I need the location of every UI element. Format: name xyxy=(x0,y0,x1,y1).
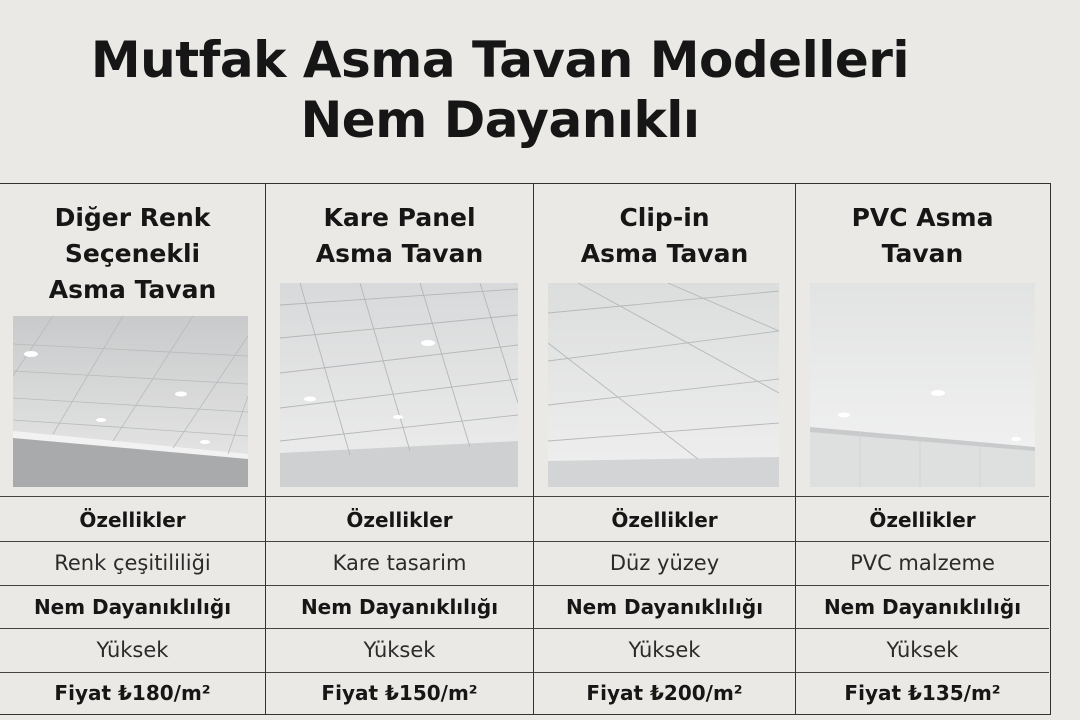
feature-value: Düz yüzey xyxy=(609,551,720,575)
ceiling-photo xyxy=(13,316,248,487)
price-value: Fiyat ₺180/m² xyxy=(54,681,211,705)
column-heading-line: Kare Panel xyxy=(323,203,476,232)
features-label: Özellikler xyxy=(346,508,453,532)
features-label: Özellikler xyxy=(869,508,976,532)
moisture-label: Nem Dayanıklılığı xyxy=(823,595,1022,619)
page-title xyxy=(0,30,1000,150)
moisture-value: Yüksek xyxy=(628,638,701,662)
column-heading-line: Asma Tavan xyxy=(580,239,749,268)
row-divider xyxy=(266,496,533,497)
moisture-label: Nem Dayanıklılığı xyxy=(300,595,499,619)
column-diger-renk xyxy=(0,184,265,714)
moisture-value: Yüksek xyxy=(96,638,169,662)
price-value: Fiyat ₺150/m² xyxy=(321,681,478,705)
row-divider xyxy=(534,496,795,497)
column-heading-line: Asma Tavan xyxy=(315,239,484,268)
feature-value: PVC malzeme xyxy=(850,551,995,575)
feature-value: Kare tasarim xyxy=(332,551,467,575)
ceiling-photo xyxy=(280,283,518,487)
ceiling-photo xyxy=(548,283,779,487)
moisture-value: Yüksek xyxy=(363,638,436,662)
column-heading-line: Diğer Renk xyxy=(54,203,211,232)
column-heading-line: Asma Tavan xyxy=(48,275,217,304)
column-heading xyxy=(266,200,533,272)
comparison-table xyxy=(0,183,1051,715)
row-divider xyxy=(796,496,1049,497)
price-value: Fiyat ₺135/m² xyxy=(844,681,1001,705)
column-heading-line: Tavan xyxy=(881,239,964,268)
page-title-line-2: Nem Dayanıklı xyxy=(300,91,700,149)
column-clip-in xyxy=(533,184,795,714)
features-label: Özellikler xyxy=(79,508,186,532)
column-kare-panel xyxy=(265,184,533,714)
page-title-line-1: Mutfak Asma Tavan Modelleri xyxy=(90,31,910,89)
column-heading-line: PVC Asma xyxy=(851,203,994,232)
price-value: Fiyat ₺200/m² xyxy=(586,681,743,705)
moisture-label: Nem Dayanıklılığı xyxy=(565,595,764,619)
ceiling-photo xyxy=(810,283,1035,487)
column-heading xyxy=(796,200,1049,272)
column-pvc xyxy=(795,184,1049,714)
moisture-value: Yüksek xyxy=(886,638,959,662)
column-heading xyxy=(534,200,795,272)
column-heading-line: Seçenekli xyxy=(64,239,201,268)
column-heading-line: Clip-in xyxy=(619,203,710,232)
column-heading xyxy=(0,200,265,308)
features-label: Özellikler xyxy=(611,508,718,532)
feature-value: Renk çeşitililiği xyxy=(54,551,211,575)
moisture-label: Nem Dayanıklılığı xyxy=(33,595,232,619)
row-divider xyxy=(0,496,265,497)
